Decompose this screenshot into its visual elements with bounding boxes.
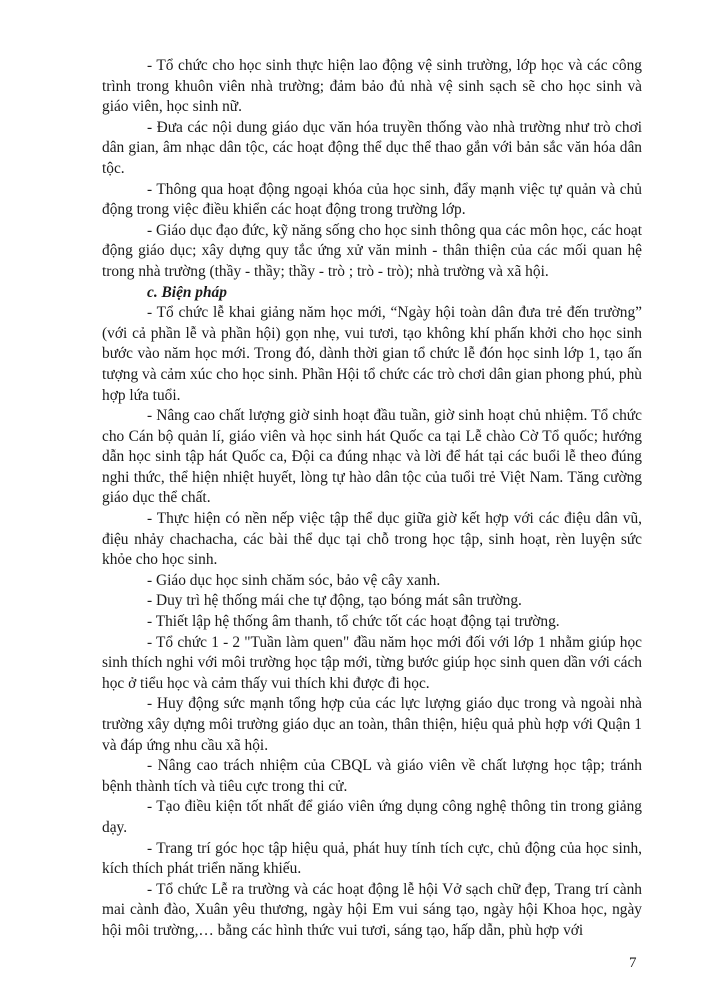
paragraph-it-application: - Tạo điều kiện tốt nhất để giáo viên ứng dụng công nghệ thông tin trong giảng dạy. (102, 798, 642, 836)
paragraph-opening-ceremony: - Tổ chức lễ khai giảng năm học mới, “Ngày hội toàn dân đưa trẻ đến trường” (với cả phần lễ và phần hội) gọn nhẹ, vui tươi, tạo không khí phấn khởi cho học sinh bước vào năm học mới. Trong đó, dành thời gian tổ chức lễ đón học sinh lớp 1, tạo ấn tượng và cảm xúc cho học sinh. Phần Hội tổ chức các trò chơi dân gian phong phú, phù hợp lứa tuổi. (102, 304, 642, 404)
paragraph-learning-corner: - Trang trí góc học tập hiệu quả, phát huy tính tích cực, chủ động của học sinh, kích thích phát triển năng khiếu. (102, 839, 642, 878)
paragraph-traditional-culture: - Đưa các nội dung giáo dục văn hóa truyền thống vào nhà trường như trò chơi dân gian, âm nhạc dân tộc, các hoạt động thể dục thể thao gắn với bản sắc văn hóa dân tộc. (102, 118, 642, 177)
paragraph-responsibility: - Nâng cao trách nhiệm của CBQL và giáo viên về chất lượng học tập; tránh bệnh thành tích và tiêu cực trong thi cử. (102, 757, 642, 795)
paragraph-exercise: - Thực hiện có nền nếp việc tập thể dục giữa giờ kết hợp với các điệu dân vũ, điệu nhảy chachacha, các bài thể dục tại chỗ trong học tập, sinh hoạt, rèn luyện sức khỏe cho học sinh. (102, 510, 642, 569)
section-heading: c. Biện pháp (147, 283, 227, 301)
document-body (102, 56, 642, 942)
paragraph-extracurricular: - Thông qua hoạt động ngoại khóa của học sinh, đẩy mạnh việc tự quản và chủ động trong việc điều khiển các hoạt động trong trường lớp. (102, 180, 642, 219)
paragraph-sound-system: - Thiết lập hệ thống âm thanh, tổ chức tốt các hoạt động tại trường. (147, 613, 560, 631)
paragraph-weekly-activities: - Nâng cao chất lượng giờ sinh hoạt đầu tuần, giờ sinh hoạt chủ nhiệm. Tổ chức cho Cán bộ quản lí, giáo viên và học sinh hát Quốc ca tại Lễ chào Cờ Tổ quốc; hướng dẫn học sinh tập hát Quốc ca, Đội ca đúng nhạc và lời để hát tại các buổi lễ theo đúng nghi thức, thể hiện nhiệt huyết, lòng tự hào dân tộc của tuổi trẻ Việt Nam. Tăng cường giáo dục thể chất. (102, 407, 642, 507)
paragraph-sanitation: - Tổ chức cho học sinh thực hiện lao động vệ sinh trường, lớp học và các công trình trong khuôn viên nhà trường; đảm bảo đủ nhà vệ sinh sạch sẽ cho học sinh và giáo viên, học sinh nữ. (102, 57, 642, 116)
paragraph-ethics-education: - Giáo dục đạo đức, kỹ năng sống cho học sinh thông qua các môn học, các hoạt động giáo dục; xây dựng quy tắc ứng xử văn minh - thân thiện của các mối quan hệ trong nhà trường (thầy - thầy; thầy - trò ; trò - trò); nhà trường và xã hội. (102, 221, 642, 280)
page-number: 7 (629, 955, 637, 971)
paragraph-orientation-week: - Tổ chức 1 - 2 "Tuần làm quen" đầu năm học mới đối với lớp 1 nhằm giúp học sinh thích nghi với môi trường học tập mới, từng bước giúp học sinh quen dần với cách học ở tiểu học và cảm thấy vui thích khi được đi học. (102, 633, 642, 692)
paragraph-shade-roof: - Duy trì hệ thống mái che tự động, tạo bóng mát sân trường. (147, 592, 522, 610)
paragraph-mobilization: - Huy động sức mạnh tổng hợp của các lực lượng giáo dục trong và ngoài nhà trường xây dựng môi trường giáo dục an toàn, thân thiện, hiệu quả phù hợp với Quận 1 và đáp ứng nhu cầu xã hội. (102, 695, 642, 754)
paragraph-festivals: - Tổ chức Lễ ra trường và các hoạt động lễ hội Vở sạch chữ đẹp, Trang trí cành mai cành đào, Xuân yêu thương, ngày hội Em vui sáng tạo, ngày hội Khoa học, ngày hội môi trường,… bằng các hình thức vui tươi, sáng tạo, hấp dẫn, phù hợp với (102, 880, 642, 939)
paragraph-tree-care: - Giáo dục học sinh chăm sóc, bảo vệ cây xanh. (147, 571, 441, 589)
